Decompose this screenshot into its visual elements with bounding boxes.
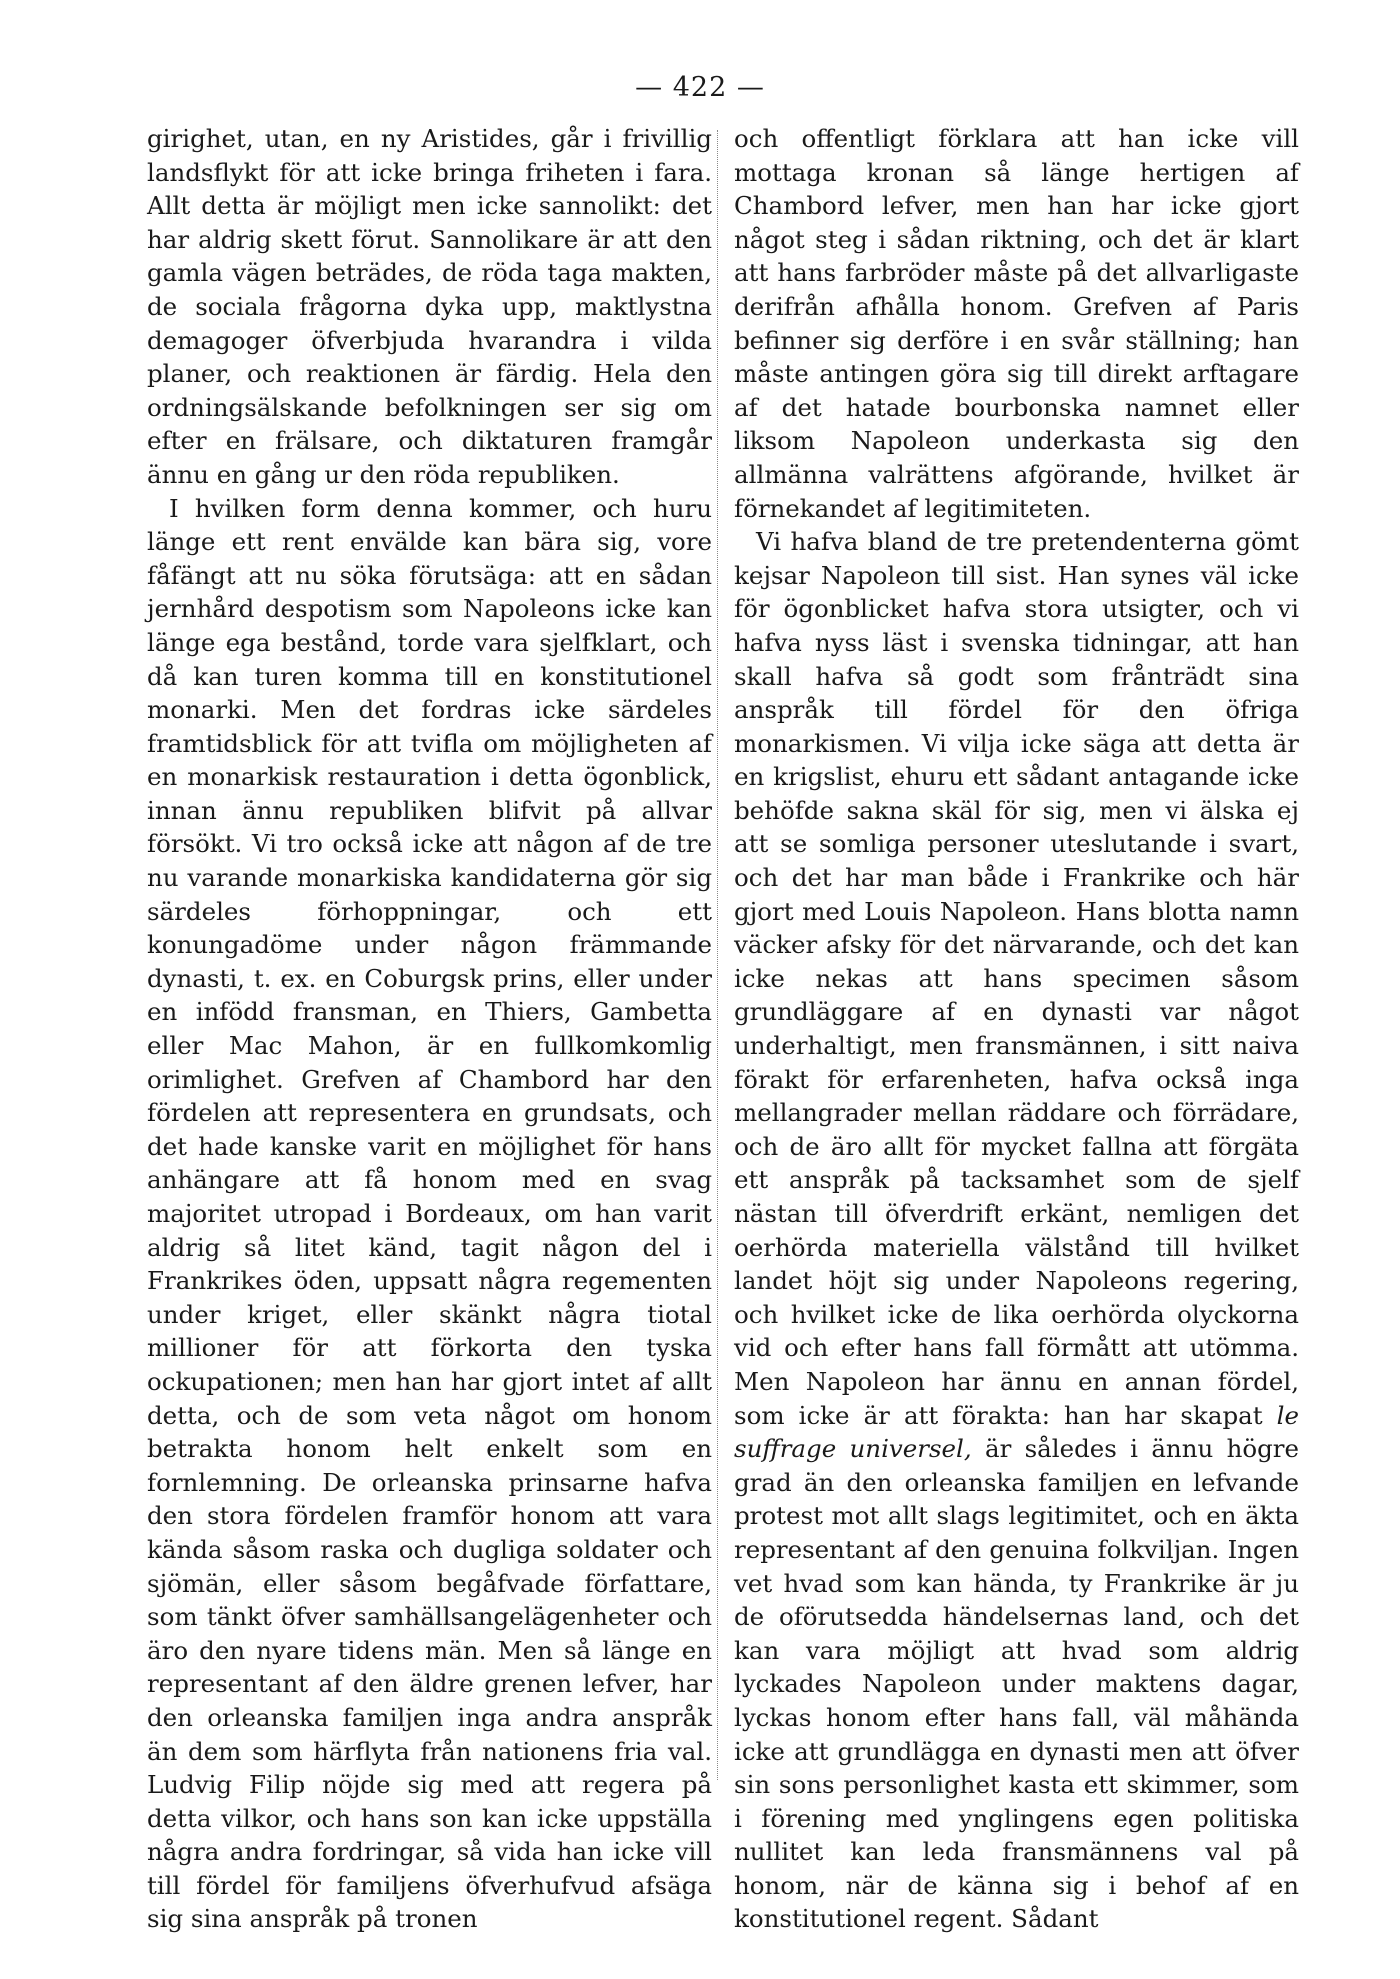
right-paragraph-2-text-before: Vi hafva bland de tre pretendenterna gömt kejsar Napoleon till sist. Han synes väl icke för ögonblicket hafva stora utsigter, och vi hafva nyss läst i svenska tidningar, att han skall hafva så godt som frånträdt sina anspråk till fördel för den öfriga monarkismen. Vi vilja icke säga att detta är en krigslist, ehuru ett sådant antagande icke behöfde sakna skäl för sig, men vi älska ej att se somliga personer uteslutande i svart, och det har man både i Frankrike och här gjort med Louis Napoleon. Hans blotta namn väcker afsky för det närvarande, och det kan icke nekas att hans specimen såsom grundläggare af en dynasti var något underhaltigt, men fransmännen, i sitt naiva förakt för erfarenheten, hafva också inga mellangrader mellan räddare och förrädare, och de äro allt för mycket fallna att förgäta ett anspråk på tacksamhet som de sjelf nästan till öfverdrift erkänt, nemligen det oerhörda materiella välstånd till hvilket landet höjt sig under Napoleons regering, och hvilket icke de lika oerhörda olyckorna vid och efter hans fall förmått att utömma. Men Napoleon har ännu en annan fördel, som icke är att förakta: han har skapat <box>734 527 1299 1430</box>
page-number: — 422 — <box>635 72 765 103</box>
right-paragraph-2 <box>734 525 1299 1936</box>
right-column <box>734 122 1299 1936</box>
italic-phrase: le suffrage universel, <box>734 1400 1299 1464</box>
column-divider <box>717 130 718 1780</box>
left-paragraph-2: I hvilken form denna kommer, och huru länge ett rent envälde kan bära sig, vore fåfängt att nu söka förutsäga: att en sådan jernhård despotism som Napoleons icke kan länge ega bestånd, torde vara sjelfklart, och då kan turen komma till en konstitutionel monarki. Men det fordras icke särdeles framtidsblick för att tvifla om möjligheten af en monarkisk restauration i detta ögonblick, innan ännu republiken blifvit på allvar försökt. Vi tro också icke att någon af de tre nu varande monarkiska kandidaterna gör sig särdeles förhoppningar, och ett konungadöme under någon främmande dynasti, t. ex. en Coburgsk prins, eller under en infödd fransman, en Thiers, Gambetta eller Mac Mahon, är en fullkomkomlig orimlighet. Grefven af Chambord har den fördelen att representera en grundsats, och det hade kanske varit en möjlighet för hans anhängare att få honom med en svag majoritet utropad i Bordeaux, om han varit aldrig så litet känd, tagit någon del i Frankrikes öden, uppsatt några regementen under kriget, eller skänkt några tiotal millioner för att förkorta den tyska ockupationen; men han har gjort intet af allt detta, och de som veta något om honom betrakta honom helt enkelt som en fornlemning. De orleanska prinsarne hafva den stora fördelen framför honom att vara kända såsom raska och dugliga soldater och sjömän, eller såsom begåfvade författare, som tänkt öfver samhällsangelägenheter och äro den nyare tidens män. Men så länge en representant af den äldre grenen lefver, har den orleanska familjen inga andra anspråk än dem som härflyta från nationens fria val. Ludvig Filip nöjde sig med att regera på detta vilkor, och hans son kan icke uppställa några andra fordringar, så vida han icke vill till fördel för familjens öfverhufvud afsäga sig sina anspråk på tronen <box>147 493 712 1934</box>
right-paragraph-2-text-after: är således i ännu högre grad än den orleanska familjen en lefvande protest mot allt slags legitimitet, och en äkta representant af den genuina folkviljan. Ingen vet hvad som kan hända, ty Frankrike är ju de oförutsedda händelsernas land, och det kan vara möjligt att hvad som aldrig lyckades Napoleon under maktens dagar, lyckas honom efter hans fall, väl måhända icke att grundlägga en dynasti men att öfver sin sons personlighet kasta ett skimmer, som i förening med ynglingens egen politiska nullitet kan leda fransmännens val på honom, när de känna sig i behof af en konstitutionel regent. Sådant <box>734 1434 1299 1934</box>
left-paragraph-1: girighet, utan, en ny Aristides, går i frivillig landsflykt för att icke bringa friheten i fara. Allt detta är möjligt men icke sannolikt: det har aldrig skett förut. Sannolikare är att den gamla vägen beträdes, de röda taga makten, de sociala frågorna dyka upp, maktlystna demagoger öfverbjuda hvarandra i vilda planer, och reaktionen är färdig. Hela den ordningsälskande befolkningen ser sig om efter en frälsare, och diktaturen framgår ännu en gång ur den röda republiken. <box>147 124 712 489</box>
right-paragraph-1: och offentligt förklara att han icke vill mottaga kronan så länge hertigen af Chambord lefver, men han har icke gjort något steg i sådan riktning, och det är klart att hans farbröder måste på det allvarligaste derifrån afhålla honom. Grefven af Paris befinner sig derföre i en svår ställning; han måste antingen göra sig till direkt arftagare af det hatade bourbonska namnet eller liksom Napoleon underkasta sig den allmänna valrättens afgörande, hvilket är förnekandet af legitimiteten. <box>734 124 1299 523</box>
left-column <box>147 122 712 1936</box>
